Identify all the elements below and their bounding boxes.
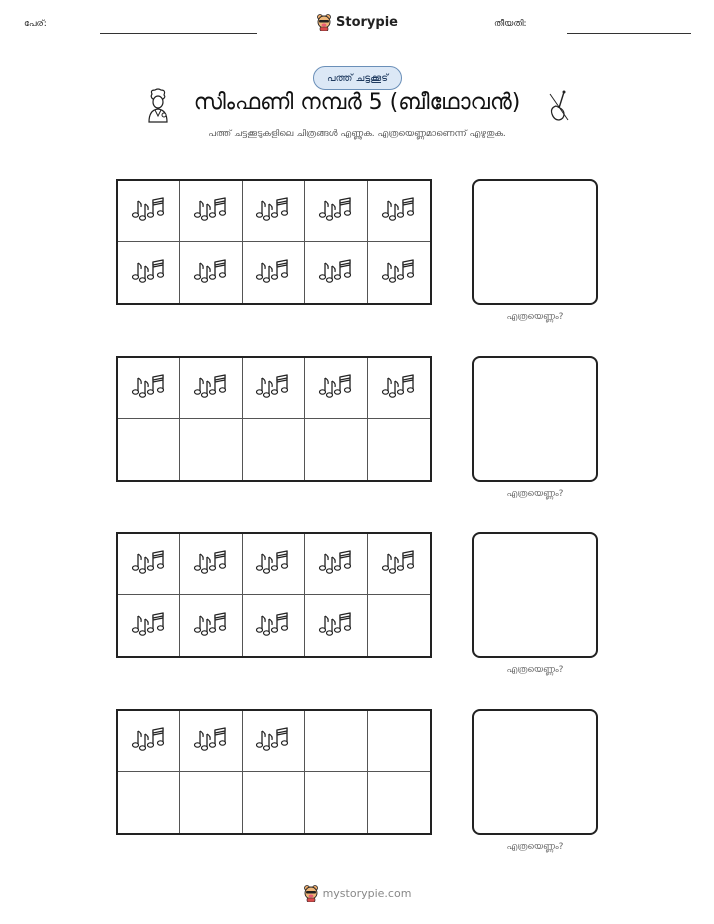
- music-notes-icon: [255, 726, 291, 756]
- worksheet-type-badge: പത്ത് ചട്ടക്കൂട്: [313, 66, 402, 90]
- answer-box[interactable]: [472, 356, 598, 482]
- brand-name: Storypie: [336, 14, 398, 30]
- ten-frame-cell: [180, 419, 242, 480]
- ten-frame-cell: [118, 242, 180, 303]
- music-notes-icon: [131, 258, 167, 288]
- ten-frame-cell: [118, 711, 180, 772]
- ten-frame-cell: [243, 711, 305, 772]
- ten-frame-cell: [118, 358, 180, 419]
- ten-frame-cell: [118, 419, 180, 480]
- music-notes-icon: [131, 196, 167, 226]
- music-notes-icon: [381, 373, 417, 403]
- ten-frame-cell: [118, 181, 180, 242]
- answer-label: എത്രയെണ്ണം?: [506, 489, 564, 499]
- ten-frame-cell: [118, 772, 180, 833]
- name-label: പേര്:: [24, 19, 47, 29]
- answer-label: എത്രയെണ്ണം?: [506, 842, 564, 852]
- ten-frame-cell: [305, 242, 367, 303]
- ten-frame-cell: [180, 595, 242, 656]
- music-notes-icon: [193, 549, 229, 579]
- music-notes-icon: [318, 611, 354, 641]
- violin-icon: [542, 88, 574, 124]
- music-notes-icon: [193, 196, 229, 226]
- ten-frame-cell: [180, 242, 242, 303]
- music-notes-icon: [193, 726, 229, 756]
- music-notes-icon: [131, 726, 167, 756]
- bear-mascot-icon: [303, 884, 319, 902]
- ten-frame-cell: [243, 358, 305, 419]
- instructions: പത്ത് ചട്ടക്കൂടുകളിലെ ചിത്രങ്ങൾ എണ്ണുക. എത്രയെണ്ണമാണെന്ന് എഴുതുക.: [208, 129, 506, 139]
- ten-frame-cell: [243, 419, 305, 480]
- answer-label: എത്രയെണ്ണം?: [506, 312, 564, 322]
- ten-frame-cell: [368, 419, 430, 480]
- music-notes-icon: [381, 258, 417, 288]
- date-label: തീയതി:: [494, 19, 527, 29]
- music-notes-icon: [193, 373, 229, 403]
- music-notes-icon: [318, 549, 354, 579]
- page-title: സിംഫണി നമ്പർ 5 (ബീഥോവൻ): [193, 90, 521, 115]
- ten-frame-cell: [180, 534, 242, 595]
- answer-box[interactable]: [472, 179, 598, 305]
- date-line[interactable]: [567, 33, 691, 34]
- music-notes-icon: [131, 549, 167, 579]
- music-notes-icon: [255, 611, 291, 641]
- ten-frame-cell: [305, 181, 367, 242]
- music-notes-icon: [318, 373, 354, 403]
- ten-frame-cell: [305, 534, 367, 595]
- ten-frame-cell: [180, 358, 242, 419]
- music-notes-icon: [318, 196, 354, 226]
- music-notes-icon: [131, 611, 167, 641]
- ten-frame-cell: [243, 772, 305, 833]
- ten-frame-cell: [180, 772, 242, 833]
- music-notes-icon: [255, 196, 291, 226]
- answer-label: എത്രയെണ്ണം?: [506, 665, 564, 675]
- brand-logo: [0, 13, 714, 35]
- ten-frame-cell: [243, 242, 305, 303]
- ten-frame-cell: [180, 711, 242, 772]
- ten-frame-cell: [118, 595, 180, 656]
- music-notes-icon: [193, 258, 229, 288]
- ten-frame-cell: [243, 181, 305, 242]
- ten-frame: [116, 179, 432, 305]
- footer: [0, 884, 714, 906]
- music-notes-icon: [193, 611, 229, 641]
- ten-frame-cell: [180, 181, 242, 242]
- ten-frame-cell: [243, 595, 305, 656]
- ten-frame-cell: [305, 419, 367, 480]
- ten-frame-cell: [368, 181, 430, 242]
- ten-frame-cell: [118, 534, 180, 595]
- ten-frame: [116, 532, 432, 658]
- ten-frame-cell: [305, 358, 367, 419]
- music-notes-icon: [131, 373, 167, 403]
- ten-frame-cell: [368, 711, 430, 772]
- ten-frame-cell: [368, 595, 430, 656]
- ten-frame-cell: [243, 534, 305, 595]
- music-notes-icon: [381, 196, 417, 226]
- ten-frame-cell: [368, 772, 430, 833]
- ten-frame-cell: [305, 711, 367, 772]
- answer-box[interactable]: [472, 709, 598, 835]
- bear-mascot-icon: [316, 13, 332, 31]
- ten-frame-cell: [368, 242, 430, 303]
- ten-frame-cell: [305, 595, 367, 656]
- ten-frame-cell: [368, 358, 430, 419]
- music-notes-icon: [255, 549, 291, 579]
- footer-url: mystorypie.com: [322, 886, 412, 900]
- music-notes-icon: [255, 373, 291, 403]
- ten-frame: [116, 356, 432, 482]
- music-notes-icon: [318, 258, 354, 288]
- music-notes-icon: [381, 549, 417, 579]
- ten-frame-cell: [368, 534, 430, 595]
- answer-box[interactable]: [472, 532, 598, 658]
- music-notes-icon: [255, 258, 291, 288]
- ten-frame: [116, 709, 432, 835]
- ten-frame-cell: [305, 772, 367, 833]
